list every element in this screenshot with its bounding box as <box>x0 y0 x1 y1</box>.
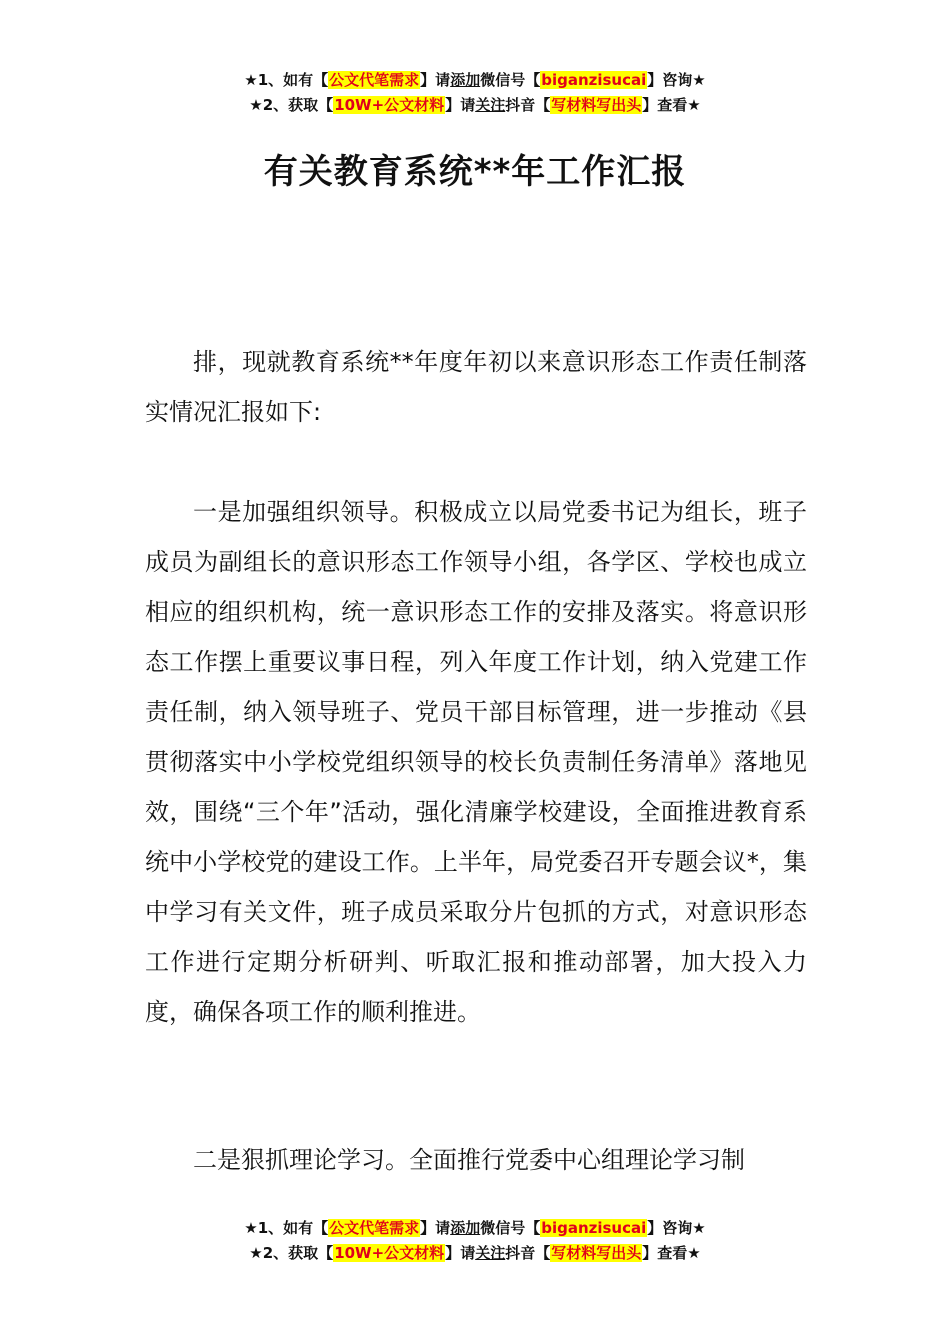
banner-line-2: ★2、获取【10W+公文材料】请关注抖音【写材料写出头】查看★ <box>249 96 701 114</box>
banner-highlight: 10W+公文材料 <box>334 96 445 114</box>
banner-line-2: ★2、获取【10W+公文材料】请关注抖音【写材料写出头】查看★ <box>249 1244 701 1262</box>
paragraph-organization: 一是加强组织领导。积极成立以局党委书记为组长，班子成员为副组长的意识形态工作领导小组，各学区、学校也成立相应的组织机构，统一意识形态工作的安排及落实。将意识形态工作摆上重要议事日程，列入年度工作计划，纳入党建工作责任制，纳入领导班子、党员干部目标管理，进一步推动《县贯彻落实中小学校党组织领导的校长负责制任务清单》落地见效，围绕“三个年”活动，强化清廉学校建设，全面推进教育系统中小学校党的建设工作。上半年，局党委召开专题会议*，集中学习有关文件，班子成员采取分片包抓的方式，对意识形态工作进行定期分析研判、听取汇报和推动部署，加大投入力度，确保各项工作的顺利推进。 <box>145 498 807 1026</box>
banner-highlight: 写材料写出头 <box>551 1244 642 1262</box>
paragraph-intro: 排，现就教育系统**年度年初以来意识形态工作责任制落实情况汇报如下: <box>145 348 807 426</box>
paragraph-theory-study: 二是狠抓理论学习。全面推行党委中心组理论学习制 <box>193 1146 745 1174</box>
document-title: 有关教育系统**年工作汇报 <box>263 152 687 192</box>
banner-highlight: 写材料写出头 <box>551 96 642 114</box>
banner-highlight: 公文代笔需求 <box>329 71 420 89</box>
banner-line-1: ★1、如有【公文代笔需求】请添加微信号【biganzisucai】咨询★ <box>244 71 706 89</box>
banner-highlight: 公文代笔需求 <box>329 1219 420 1237</box>
banner-highlight: biganzisucai <box>541 71 647 89</box>
banner-line-1: ★1、如有【公文代笔需求】请添加微信号【biganzisucai】咨询★ <box>244 1219 706 1237</box>
header-banner <box>0 68 950 118</box>
banner-highlight: 10W+公文材料 <box>334 1244 445 1262</box>
banner-highlight: biganzisucai <box>541 1219 647 1237</box>
footer-banner <box>0 1216 950 1266</box>
